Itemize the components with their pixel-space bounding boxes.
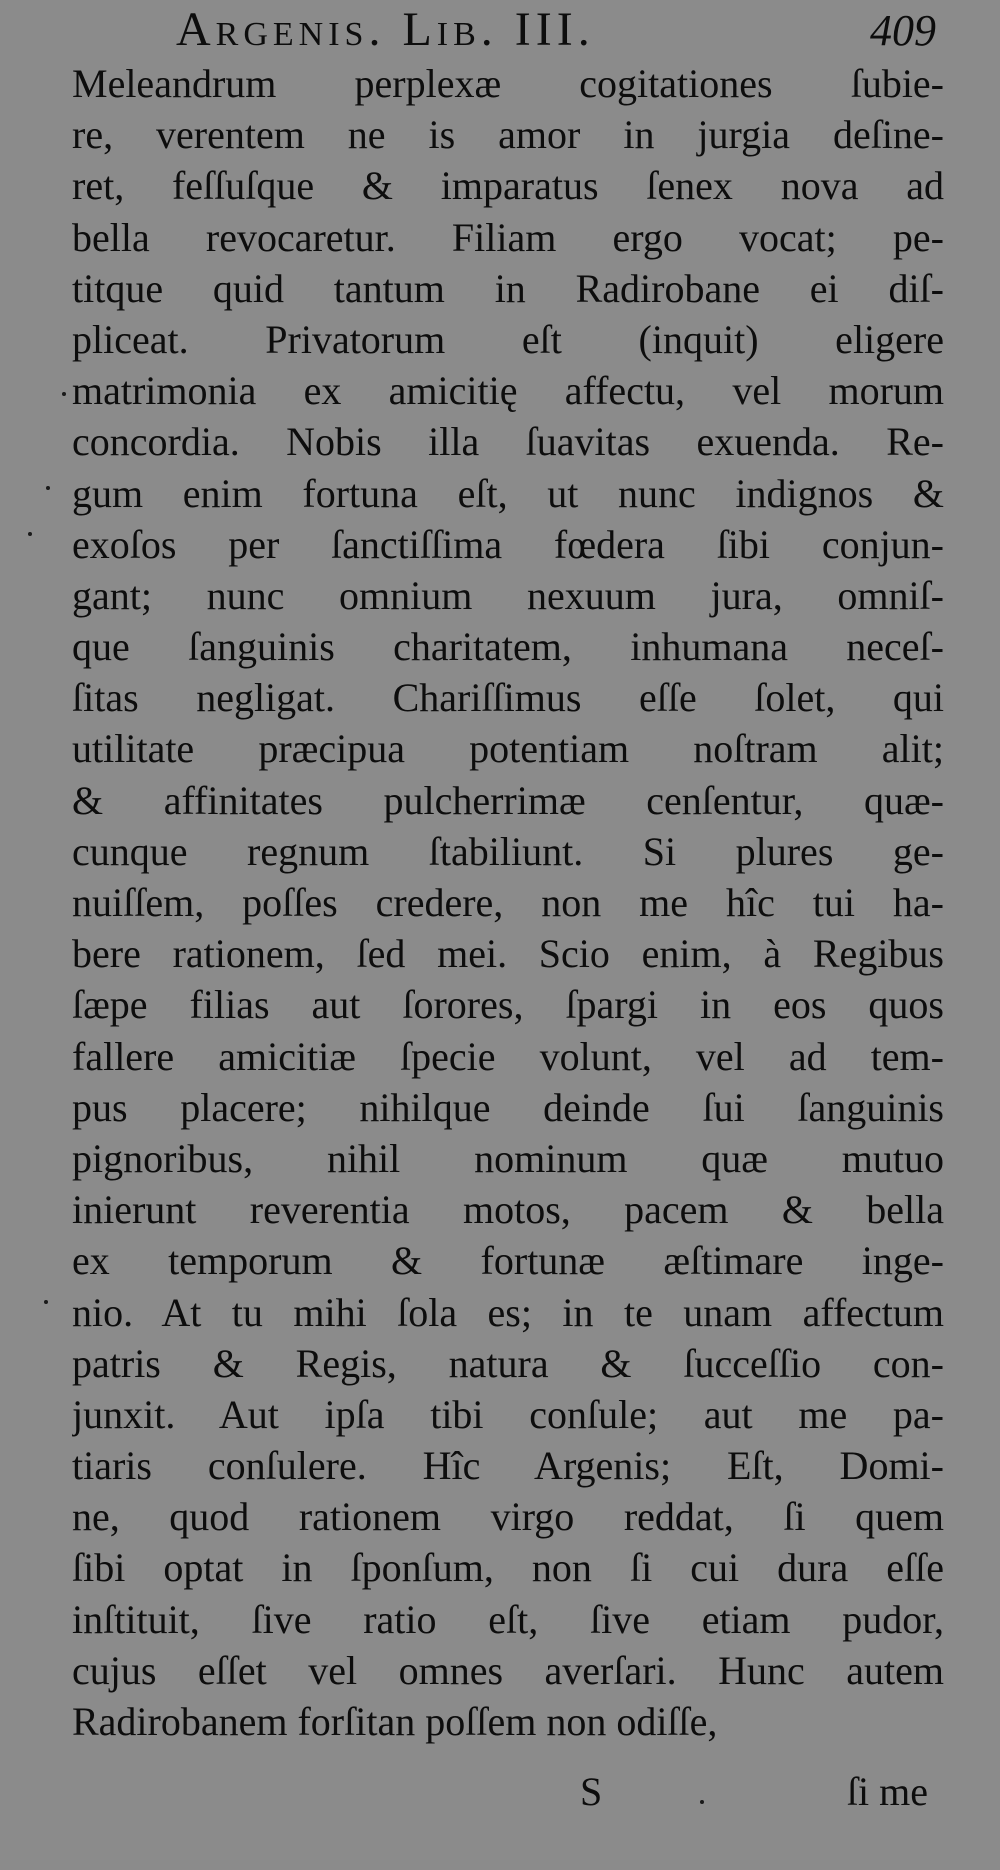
- text-line: gum enim fortuna eſt, ut nunc indignos &: [72, 470, 944, 516]
- print-speck: [28, 532, 32, 536]
- text-line: tiaris conſulere. Hîc Argenis; Eſt, Domi-: [72, 1443, 944, 1489]
- text-line: cujus eſſet vel omnes averſari. Hunc autem: [72, 1647, 944, 1693]
- catchword: ſi me: [846, 1769, 928, 1814]
- signature-mark: S: [580, 1769, 603, 1814]
- text-line: ſitas negligat. Chariſſimus eſſe ſolet, qui: [72, 675, 944, 721]
- text-line: concordia. Nobis illa ſuavitas exuenda. Re-: [72, 419, 944, 465]
- text-line: bella revocaretur. Filiam ergo vocat; pe-: [72, 214, 944, 260]
- text-line: cunque regnum ſtabiliunt. Si plures ge-: [72, 828, 944, 874]
- text-line: ſæpe filias aut ſorores, ſpargi in eos quos: [72, 982, 944, 1028]
- text-line: que ſanguinis charitatem, inhumana neceſ-: [72, 624, 944, 670]
- text-line: exoſos per ſanctiſſima fœdera ſibi conjun-: [72, 521, 944, 567]
- print-speck: [44, 1300, 48, 1304]
- text-line: ex temporum & fortunæ æſtimare inge-: [72, 1238, 944, 1284]
- text-line: titque quid tantum in Radirobane ei diſ-: [72, 265, 944, 311]
- text-line: Radirobanem forſitan poſſem non odiſſe,: [72, 1699, 718, 1744]
- text-line: re, verentem ne is amor in jurgia deſine-: [72, 112, 944, 158]
- text-line: ſibi optat in ſponſum, non ſi cui dura eſſe: [72, 1545, 944, 1591]
- text-line: pliceat. Privatorum eſt (inquit) eligere: [72, 316, 944, 362]
- print-speck: [62, 392, 66, 396]
- text-line: nio. At tu mihi ſola es; in te unam affectum: [72, 1289, 944, 1335]
- print-speck: [700, 1800, 704, 1804]
- running-head: [176, 4, 936, 56]
- text-line: junxit. Aut ipſa tibi conſule; aut me pa-: [72, 1391, 944, 1437]
- text-line: pus placere; nihilque deinde ſui ſanguinis: [72, 1084, 944, 1130]
- text-line: Meleandrum perplexæ cogitationes ſubie-: [72, 61, 944, 106]
- text-line: pignoribus, nihil nominum quæ mutuo: [72, 1135, 944, 1181]
- page-number: 409: [870, 6, 936, 55]
- running-title: Argenis. Lib. III.: [176, 3, 595, 56]
- text-line: matrimonia ex amicitię affectu, vel morum: [72, 368, 944, 414]
- text-line: utilitate præcipua potentiam noſtram alit;: [72, 726, 944, 772]
- text-line: ret, feſſuſque & imparatus ſenex nova ad: [72, 163, 944, 209]
- text-line: nuiſſem, poſſes credere, non me hîc tui ha-: [72, 880, 944, 925]
- print-speck: [46, 486, 50, 490]
- text-line: fallere amicitiæ ſpecie volunt, vel ad tem-: [72, 1033, 944, 1079]
- text-line: ne, quod rationem virgo reddat, ſi quem: [72, 1494, 944, 1540]
- text-line: bere rationem, ſed mei. Scio enim, à Regibus: [72, 931, 944, 977]
- text-line: & affinitates pulcherrimæ cenſentur, quæ-: [72, 777, 944, 823]
- text-line: patris & Regis, natura & ſucceſſio con-: [72, 1340, 944, 1386]
- body-text: [72, 58, 944, 1747]
- text-line: inierunt reverentia motos, pacem & bella: [72, 1187, 944, 1233]
- text-line: inſtituit, ſive ratio eſt, ſive etiam pudor,: [72, 1596, 944, 1642]
- text-line: gant; nunc omnium nexuum jura, omniſ-: [72, 572, 944, 618]
- footer-line: [72, 1766, 944, 1818]
